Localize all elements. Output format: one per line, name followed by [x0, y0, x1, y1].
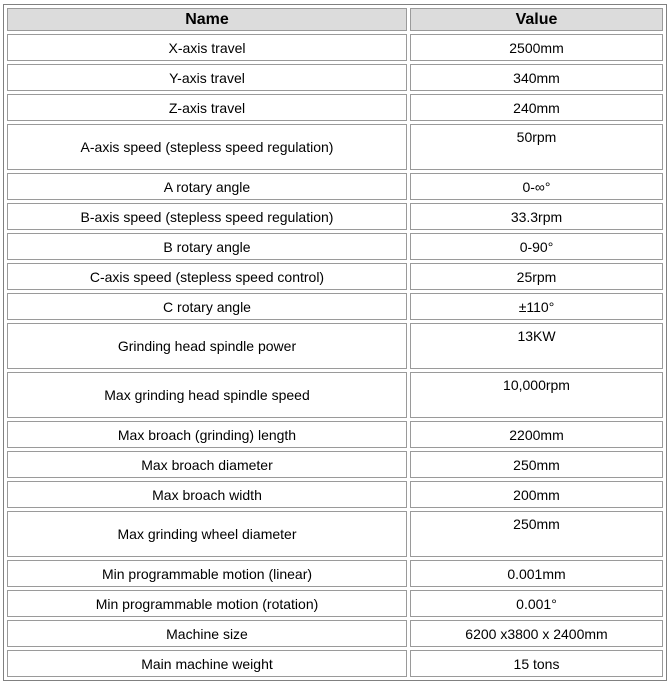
spec-value-cell: 240mm [410, 94, 663, 121]
table-row [7, 34, 663, 61]
table-row [7, 293, 663, 320]
spec-value-cell: 6200 x3800 x 2400mm [410, 620, 663, 647]
name-column-header: Name [7, 8, 407, 31]
spec-value-cell: 33.3rpm [410, 203, 663, 230]
spec-value-cell: 25rpm [410, 263, 663, 290]
table-row [7, 481, 663, 508]
table-row [7, 64, 663, 91]
spec-table [3, 4, 667, 681]
spec-name-cell: X-axis travel [7, 34, 407, 61]
spec-value-cell: 15 tons [410, 650, 663, 677]
table-row [7, 263, 663, 290]
spec-name-cell: A-axis speed (stepless speed regulation) [7, 124, 407, 170]
spec-value-cell: 2500mm [410, 34, 663, 61]
spec-value-cell: ±110° [410, 293, 663, 320]
table-row [7, 233, 663, 260]
spec-name-cell: Max broach (grinding) length [7, 421, 407, 448]
spec-name-cell: Max broach diameter [7, 451, 407, 478]
table-body [7, 34, 663, 677]
header-row [7, 8, 663, 31]
spec-name-cell: B rotary angle [7, 233, 407, 260]
spec-name-cell: Z-axis travel [7, 94, 407, 121]
table-row [7, 511, 663, 557]
table-row [7, 323, 663, 369]
spec-name-cell: Max broach width [7, 481, 407, 508]
spec-name-cell: Main machine weight [7, 650, 407, 677]
spec-name-cell: Max grinding head spindle speed [7, 372, 407, 418]
spec-value-cell: 13KW [410, 323, 663, 369]
table-row [7, 620, 663, 647]
table-row [7, 451, 663, 478]
spec-value-cell: 10,000rpm [410, 372, 663, 418]
value-column-header: Value [410, 8, 663, 31]
spec-name-cell: Min programmable motion (linear) [7, 560, 407, 587]
table-row [7, 560, 663, 587]
spec-name-cell: A rotary angle [7, 173, 407, 200]
spec-name-cell: Machine size [7, 620, 407, 647]
spec-value-cell: 0-∞° [410, 173, 663, 200]
spec-name-cell: Y-axis travel [7, 64, 407, 91]
spec-name-cell: B-axis speed (stepless speed regulation) [7, 203, 407, 230]
table-row [7, 421, 663, 448]
table-row [7, 203, 663, 230]
spec-value-cell: 0-90° [410, 233, 663, 260]
spec-value-cell: 50rpm [410, 124, 663, 170]
spec-name-cell: Max grinding wheel diameter [7, 511, 407, 557]
table-row [7, 173, 663, 200]
table-row [7, 124, 663, 170]
spec-value-cell: 250mm [410, 511, 663, 557]
spec-value-cell: 0.001° [410, 590, 663, 617]
spec-value-cell: 0.001mm [410, 560, 663, 587]
spec-name-cell: Min programmable motion (rotation) [7, 590, 407, 617]
spec-value-cell: 200mm [410, 481, 663, 508]
spec-name-cell: Grinding head spindle power [7, 323, 407, 369]
table-row [7, 94, 663, 121]
table-row [7, 650, 663, 677]
spec-value-cell: 250mm [410, 451, 663, 478]
spec-value-cell: 2200mm [410, 421, 663, 448]
spec-name-cell: C-axis speed (stepless speed control) [7, 263, 407, 290]
spec-name-cell: C rotary angle [7, 293, 407, 320]
spec-value-cell: 340mm [410, 64, 663, 91]
table-row [7, 372, 663, 418]
table-row [7, 590, 663, 617]
